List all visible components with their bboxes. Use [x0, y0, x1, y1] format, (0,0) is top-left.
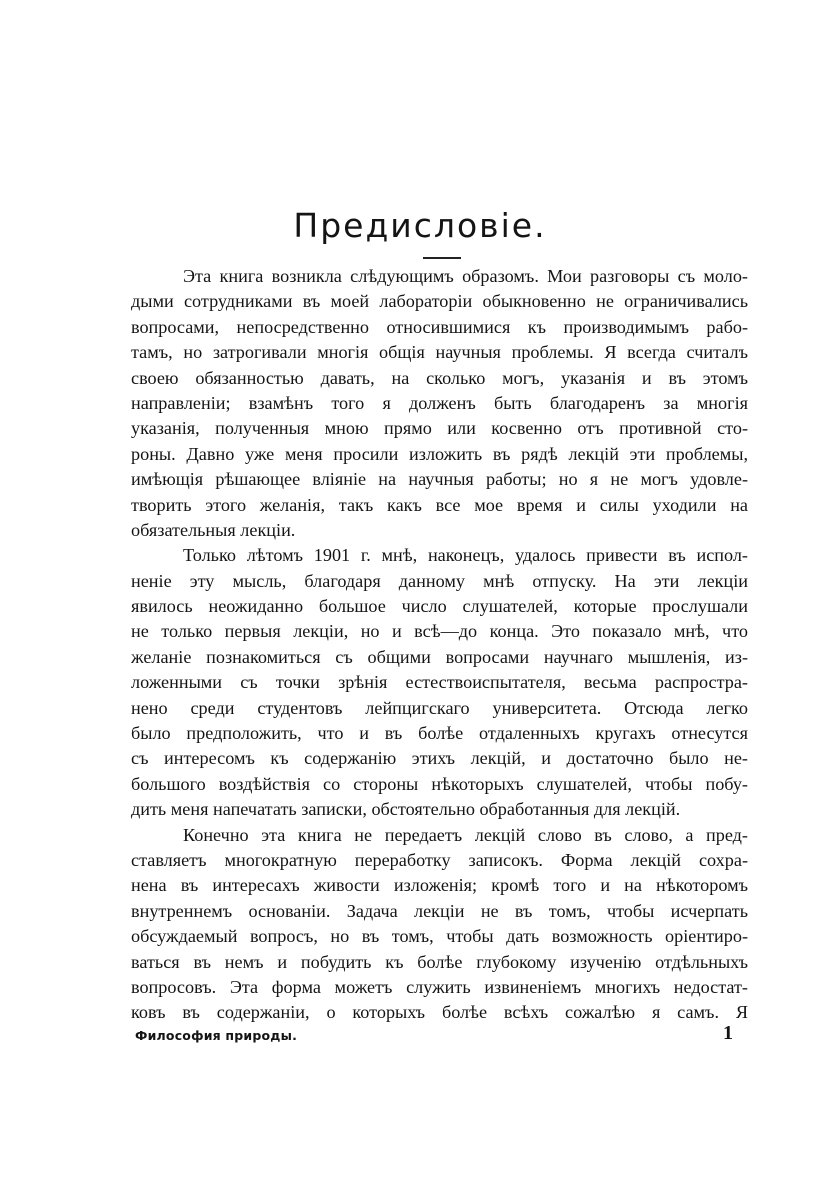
page-number: 1: [723, 1022, 733, 1044]
text-line: Только лѣтомъ 1901 г. мнѣ, наконецъ, удалось привести въ испол-: [183, 545, 748, 566]
text-line: роны. Давно уже меня просили изложить въ рядѣ лекцій эти проблемы,: [131, 443, 748, 464]
text-line: тамъ, но затрогивали многія общія научныя проблемы. Я всегда считалъ: [131, 342, 748, 363]
text-line: указанія, полученныя мною прямо или косвенно отъ противной сто-: [131, 418, 748, 439]
preface-body: [131, 264, 748, 1026]
text-line: обязательныя лекціи.: [131, 519, 296, 540]
text-line: Эта книга возникла слѣдующимъ образомъ. Мои разговоры съ моло-: [183, 266, 748, 286]
text-line: дить меня напечатать записки, обстоятельно обработанныя для лекцій.: [131, 799, 681, 820]
text-line: вопросами, непосредственно относившимися къ производимымъ рабо-: [131, 316, 748, 337]
text-line: внутреннемъ основаніи. Задача лекціи не въ томъ, чтобы исчерпать: [131, 900, 748, 921]
text-line: творить этого желанія, такъ какъ все мое время и силы уходили на: [131, 494, 748, 515]
paragraph-2: [131, 543, 748, 822]
text-line: обсуждаемый вопросъ, но въ томъ, чтобы дать возможность оріентиро-: [131, 926, 748, 947]
text-line: вопросовъ. Эта форма можетъ служить извиненіемъ многихъ недостат-: [131, 976, 748, 997]
text-line: нена въ интересахъ живости изложенія; кромѣ того и на нѣкоторомъ: [131, 875, 748, 896]
text-line: имѣющія рѣшающее вліяніе на научныя работы; но я не могъ удовле-: [131, 469, 748, 490]
running-title: Философия природы.: [135, 1028, 298, 1043]
text-line: дыми сотрудниками въ моей лабораторіи обыкновенно не ограничивались: [131, 291, 748, 312]
page-footer: [135, 1022, 745, 1048]
text-line: ковъ въ содержаніи, о которыхъ болѣе всѣхъ сожалѣю я самъ. Я: [131, 1002, 748, 1023]
text-line: ложенными съ точки зрѣнія естествоиспытателя, весьма распростра-: [131, 672, 748, 693]
text-line: было предположить, что и въ болѣе отдаленныхъ кругахъ отнесутся: [131, 723, 748, 744]
text-line: желаніе познакомиться съ общими вопросами научнаго мышленія, из-: [131, 646, 748, 667]
text-line: большого воздѣйствія со стороны нѣкоторыхъ слушателей, чтобы побу-: [131, 773, 748, 794]
text-line: неніе эту мысль, благодаря данному мнѣ отпуску. На эти лекціи: [131, 570, 748, 591]
text-line: явилось неожиданно большое число слушателей, которые прослушали: [131, 596, 748, 617]
paragraph-1: [131, 264, 748, 543]
text-line: своею обязанностью давать, на сколько могъ, указанія и въ этомъ: [131, 367, 748, 388]
text-line: съ интересомъ къ содержанію этихъ лекцій, и достаточно было не-: [131, 748, 748, 769]
text-line: нено среди студентовъ лейпцигскаго университета. Отсюда легко: [131, 697, 748, 718]
paragraph-3: [131, 823, 748, 1026]
text-line: ставляетъ многократную переработку записокъ. Форма лекцій сохра-: [131, 849, 748, 870]
heading-rule: [423, 257, 461, 259]
text-line: направленіи; взамѣнъ того я долженъ быть благодаренъ за многія: [131, 392, 748, 413]
text-line: ваться въ немъ и побудить къ болѣе глубокому изученію отдѣльныхъ: [131, 951, 748, 972]
text-line: Конечно эта книга не передаетъ лекцій слово въ слово, а пред-: [183, 824, 748, 845]
preface-heading: Предисловіе.: [293, 206, 547, 245]
text-line: не только первыя лекціи, но и всѣ—до конца. Это показало мнѣ, что: [131, 621, 748, 642]
